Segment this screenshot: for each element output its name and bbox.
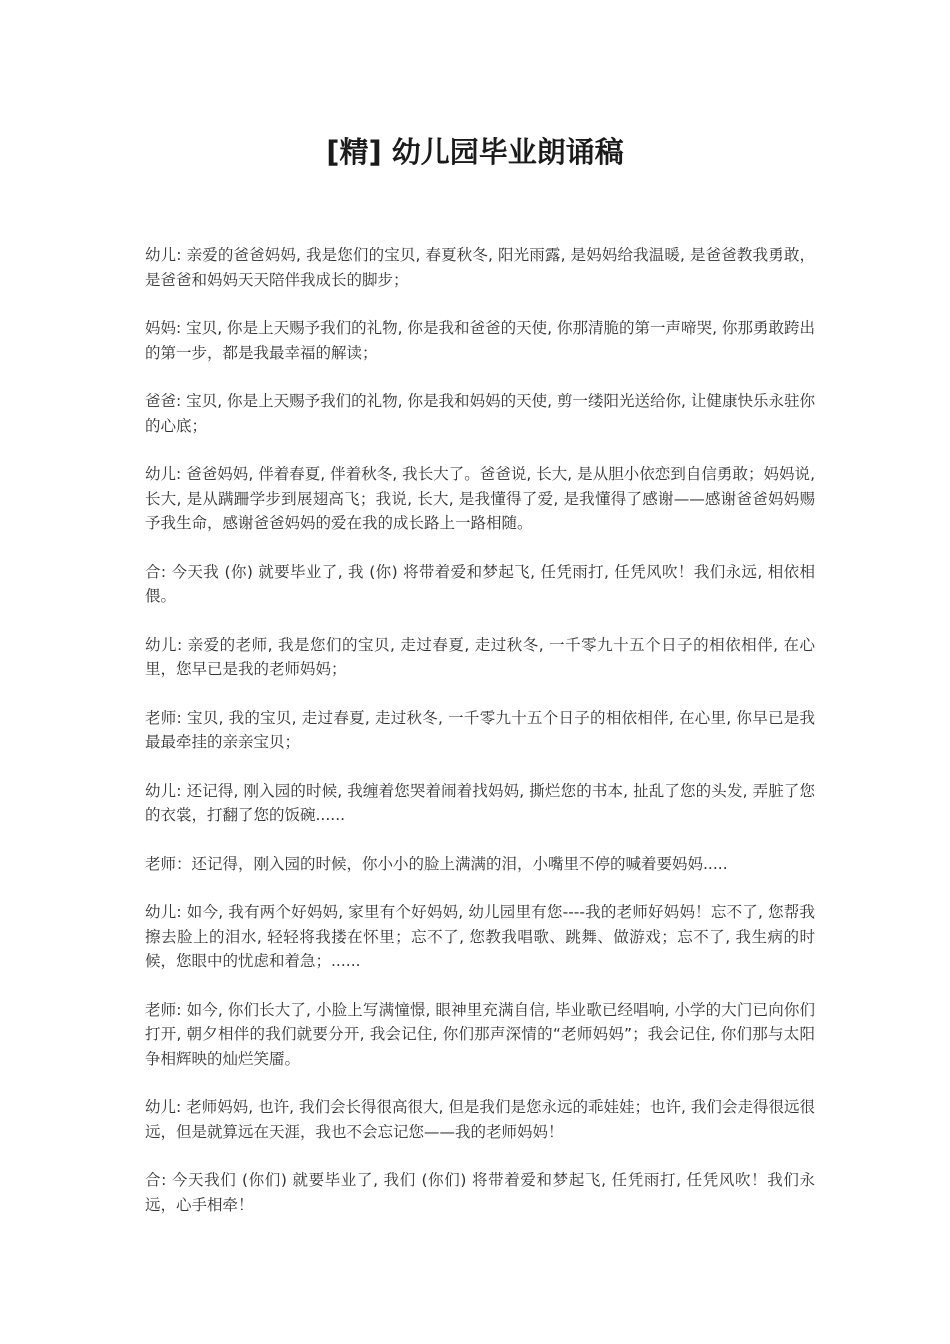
- paragraph-child-two-mothers: 幼儿: 如今, 我有两个好妈妈, 家里有个好妈妈, 幼儿园里有您----我的老师好妈妈！忘不了, 您帮我擦去脸上的泪水, 轻轻将我搂在怀里；忘不了, 您教我唱歌、跳舞、做游戏；忘不了, 我生病的时候，您眼中的忧虑和着急；......: [145, 903, 815, 970]
- paragraph-teacher-grown-up: 老师: 如今, 你们长大了, 小脸上写满憧憬, 眼神里充满自信, 毕业歌已经唱响, 小学的大门已向你们打开, 朝夕相伴的我们就要分开, 我会记住, 你们那声深情的“老师妈妈”；我会记住, 你们那与太阳争相辉映的灿烂笑靥。: [145, 1000, 815, 1068]
- paragraph-chorus-family: 合: 今天我 (你) 就要毕业了, 我 (你) 将带着爱和梦起飞, 任凭雨打, 任凭风吹！我们永远, 相依相偎。: [145, 562, 815, 605]
- paragraph-teacher-remember: 老师：还记得，刚入园的时候，你小小的脸上满满的泪，小嘴里不停的喊着要妈妈.....: [145, 854, 728, 873]
- paragraph-child-to-parents: 幼儿: 亲爱的爸爸妈妈, 我是您们的宝贝, 春夏秋冬, 阳光雨露, 是妈妈给我温暖, 是爸爸教我勇敢，是爸爸和妈妈天天陪伴我成长的脚步；: [145, 246, 815, 289]
- paragraph-child-growing-up: 幼儿: 爸爸妈妈, 伴着春夏, 伴着秋冬, 我长大了。爸爸说, 长大, 是从胆小依恋到自信勇敢；妈妈说, 长大, 是从蹒跚学步到展翅高飞；我说, 长大, 是我懂得了爱, 是我懂得了感谢——感谢爸爸妈妈赐予我生命，感谢爸爸妈妈的爱在我的成长路上一路相随。: [145, 465, 815, 532]
- document-body: [145, 243, 815, 1241]
- paragraph-child-teacher-mother: 幼儿: 老师妈妈, 也许, 我们会长得很高很大, 但是我们是您永远的乖娃娃；也许, 我们会走得很远很远，但是就算远在天涯，我也不会忘记您——我的老师妈妈！: [145, 1098, 815, 1141]
- paragraph-chorus-class: 合: 今天我们 (你们) 就要毕业了, 我们 (你们) 将带着爱和梦起飞, 任凭雨打, 任凭风吹！我们永远，心手相牵！: [145, 1171, 815, 1214]
- paragraph-father: 爸爸: 宝贝, 你是上天赐予我们的礼物, 你是我和妈妈的天使, 剪一缕阳光送给你, 让健康快乐永驻你的心底；: [145, 392, 815, 435]
- paragraph-child-remember: 幼儿: 还记得, 刚入园的时候, 我缠着您哭着闹着找妈妈, 撕烂您的书本, 扯乱了您的头发, 弄脏了您的衣裳，打翻了您的饭碗......: [145, 781, 815, 824]
- paragraph-mother: 妈妈: 宝贝, 你是上天赐予我们的礼物, 你是我和爸爸的天使, 你那清脆的第一声啼哭, 你那勇敢跨出的第一步，都是我最幸福的解读；: [145, 319, 815, 362]
- paragraph-teacher: 老师: 宝贝, 我的宝贝, 走过春夏, 走过秋冬, 一千零九十五个日子的相依相伴, 在心里, 你早已是我最最牵挂的亲亲宝贝；: [145, 708, 815, 751]
- document-title: [精] 幼儿园毕业朗诵稿: [326, 135, 624, 169]
- paragraph-child-to-teacher: 幼儿: 亲爱的老师, 我是您们的宝贝, 走过春夏, 走过秋冬, 一千零九十五个日子的相依相伴, 在心里，您早已是我的老师妈妈；: [145, 635, 815, 678]
